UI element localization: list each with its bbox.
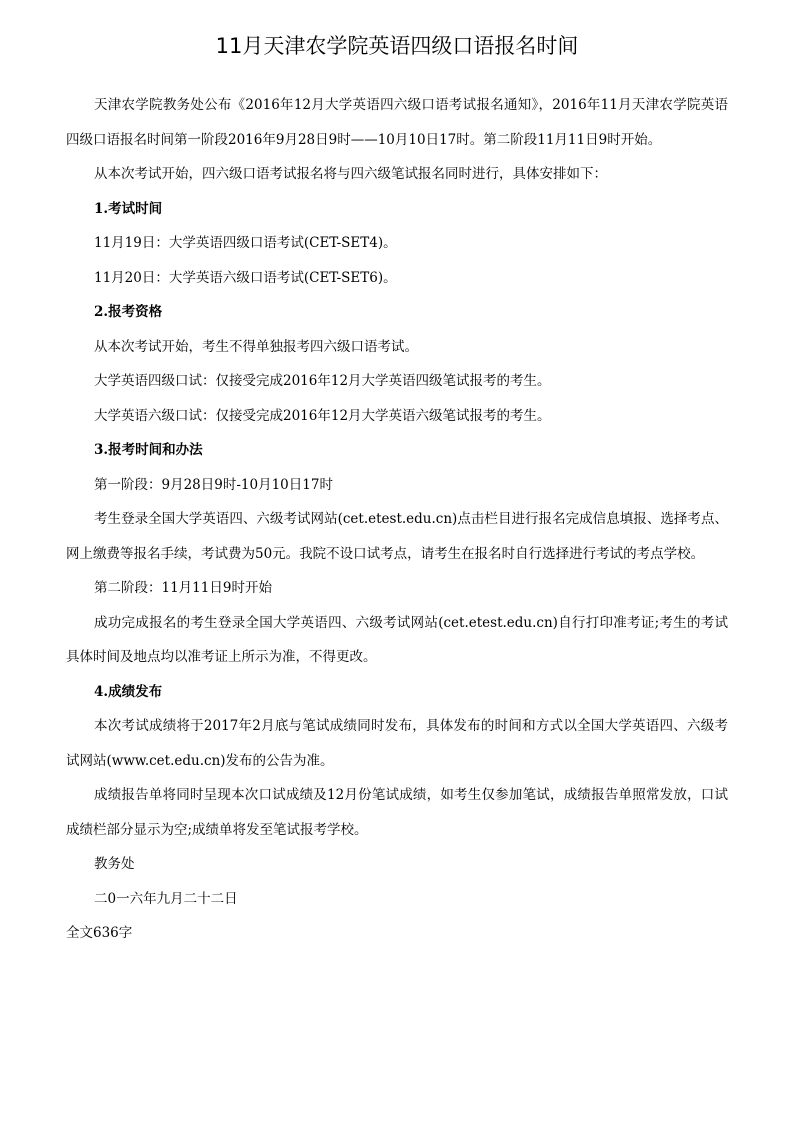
list-item: 本次考试成绩将于2017年2月底与笔试成绩同时发布，具体发布的时间和方式以全国大学英语四、六级考试网站(www.cet.edu.cn)发布的公告为准。 [66, 718, 728, 769]
document-body [66, 88, 728, 951]
list-item: 大学英语四级口试：仅接受完成2016年12月大学英语四级笔试报考的考生。 [94, 373, 551, 389]
section-heading: 1.考试时间 [94, 200, 163, 217]
date: 二0一六年九月二十二日 [94, 890, 238, 907]
document-title: 11月天津农学院英语四级口语报名时间 [215, 34, 579, 58]
intro-paragraph: 从本次考试开始，四六级口语考试报名将与四六级笔试报名同时进行，具体安排如下： [94, 166, 607, 182]
section-heading: 3.报考时间和办法 [94, 442, 203, 458]
intro-paragraph: 天津农学院教务处公布《2016年12月大学英语四六级口语考试报名通知》，2016年11月天津农学院英语四级口语报名时间第一阶段2016年9月28日9时——10月10日17时。第二阶段11月11日9时开始。 [66, 97, 728, 148]
list-item: 大学英语六级口试：仅接受完成2016年12月大学英语六级笔试报考的考生。 [94, 407, 551, 424]
list-item: 第一阶段：9月28日9时-10月10日17时 [94, 476, 333, 493]
list-item: 成功完成报名的考生登录全国大学英语四、六级考试网站(cet.etest.edu.cn)自行打印准考证;考生的考试具体时间及地点均以准考证上所示为准，不得更改。 [66, 614, 728, 665]
list-item: 11月19日：大学英语四级口语考试(CET-SET4)。 [94, 235, 397, 251]
section-heading: 4.成绩发布 [94, 683, 163, 700]
word-count: 全文636字 [66, 925, 133, 941]
list-item: 从本次考试开始，考生不得单独报考四六级口语考试。 [94, 338, 418, 355]
signature: 教务处 [94, 856, 135, 872]
list-item: 考生登录全国大学英语四、六级考试网站(cet.etest.edu.cn)点击栏目进行报名完成信息填报、选择考点、网上缴费等报名手续，考试费为50元。我院不设口试考点，请考生在报名时自行选择进行考试的考点学校。 [66, 511, 728, 562]
section-heading: 2.报考资格 [94, 304, 163, 320]
list-item: 11月20日：大学英语六级口语考试(CET-SET6)。 [94, 269, 397, 286]
list-item: 成绩报告单将同时呈现本次口试成绩及12月份笔试成绩，如考生仅参加笔试，成绩报告单照常发放，口试成绩栏部分显示为空;成绩单将发至笔试报考学校。 [66, 787, 728, 838]
list-item: 第二阶段：11月11日9时开始 [94, 580, 272, 596]
